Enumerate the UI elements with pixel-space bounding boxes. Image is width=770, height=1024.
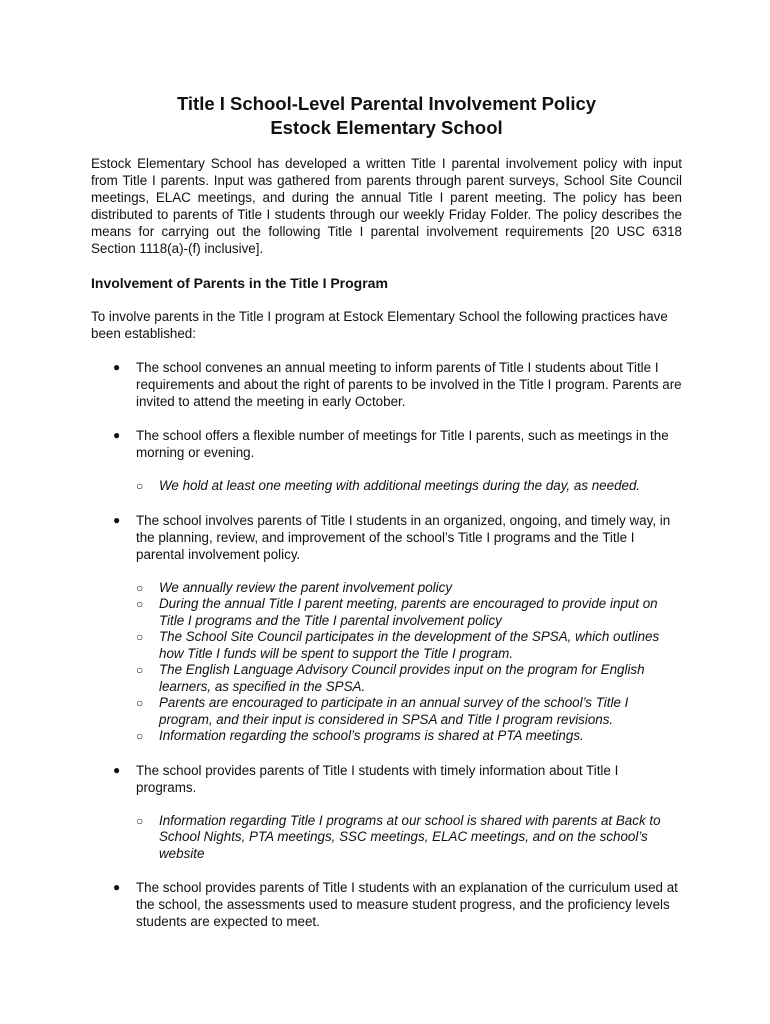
list-item-text: The school involves parents of Title I students in an organized, ongoing, and timely way, in the planning, review, and improvement of the school’s Title I programs and the Title I parental involvement policy.: [136, 512, 671, 562]
sub-list-item: [136, 580, 682, 597]
circle-bullet-icon: ○: [136, 479, 144, 493]
section-heading: Involvement of Parents in the Title I Program: [91, 275, 388, 291]
sub-list-item: [136, 629, 682, 662]
practices-list: [91, 359, 682, 930]
sub-list-item-text: Information regarding the school’s programs is shared at PTA meetings.: [159, 728, 584, 743]
list-item: [91, 512, 682, 745]
sub-list-item-text: Information regarding Title I programs at our school is shared with parents at Back to School Nights, PTA meetings, SSC meetings, ELAC meetings, and on the school’s website: [159, 812, 661, 861]
sub-list-item-text: The School Site Council participates in the development of the SPSA, which outlines how Title I funds will be spent to support the Title I program.: [159, 629, 660, 661]
sub-list-item-text: We hold at least one meeting with additional meetings during the day, as needed.: [159, 478, 641, 493]
bullet-icon: ●: [113, 880, 121, 894]
list-item: [91, 879, 682, 930]
list-item-text: The school provides parents of Title I students with timely information about Title I programs.: [136, 762, 619, 795]
circle-bullet-icon: ○: [136, 696, 144, 710]
list-item: [91, 762, 682, 863]
bullet-icon: ●: [113, 428, 121, 442]
circle-bullet-icon: ○: [136, 580, 144, 595]
intro-paragraph: Estock Elementary School has developed a written Title I parental involvement policy with input from Title I parents. Input was gathered from parents through parent surveys, School Site Council meetings, ELAC meetings, and during the annual Title I parent meeting. The policy has been distributed to parents of Title I students through our weekly Friday Folder. The policy describes the means for carrying out the following Title I parental involvement requirements [20 USC 6318 Section 1118(a)-(f) inclusive].: [91, 156, 682, 256]
circle-bullet-icon: ○: [136, 663, 144, 677]
title-line-2: Estock Elementary School: [270, 117, 503, 138]
circle-bullet-icon: ○: [136, 729, 144, 743]
sub-list-item: [136, 813, 682, 863]
list-item-text: The school convenes an annual meeting to inform parents of Title I students about Title I requirements and about the right of parents to be involved in the Title I program. Parents are invited to attend the meeting in early October.: [136, 360, 682, 409]
sub-list-item: [136, 596, 682, 629]
sub-list-item-text: Parents are encouraged to participate in an annual survey of the school’s Title I program, and their input is considered in SPSA and Title I program revisions.: [159, 695, 629, 727]
bullet-icon: ●: [113, 360, 121, 374]
sub-list-item: [136, 728, 682, 745]
document-title: [91, 92, 682, 140]
sub-list: [136, 580, 682, 745]
list-item: [91, 427, 682, 495]
circle-bullet-icon: ○: [136, 630, 144, 644]
bullet-icon: ●: [113, 512, 121, 527]
sub-list-item-text: We annually review the parent involvement policy: [159, 579, 453, 595]
list-item-text: The school provides parents of Title I students with an explanation of the curriculum used at the school, the assessments used to measure student progress, and the proficiency levels students are expected to meet.: [136, 880, 678, 929]
sub-list: [136, 813, 682, 863]
list-item: [91, 359, 682, 410]
section-intro: To involve parents in the Title I program at Estock Elementary School the following practices have been established:: [91, 309, 668, 341]
sub-list-item-text: The English Language Advisory Council provides input on the program for English learners, as specified in the SPSA.: [159, 662, 645, 694]
sub-list-item: [136, 478, 682, 495]
sub-list-item: [136, 695, 682, 728]
title-line-1: Title I School-Level Parental Involvement Policy: [176, 93, 597, 114]
circle-bullet-icon: ○: [136, 813, 144, 828]
sub-list-item-text: During the annual Title I parent meeting, parents are encouraged to provide input on Title I programs and the Title I parental involvement policy: [159, 596, 658, 628]
list-item-text: The school offers a flexible number of meetings for Title I parents, such as meetings in the morning or evening.: [136, 428, 669, 460]
circle-bullet-icon: ○: [136, 597, 144, 611]
sub-list-item: [136, 662, 682, 695]
bullet-icon: ●: [113, 762, 121, 777]
sub-list: [136, 478, 682, 495]
